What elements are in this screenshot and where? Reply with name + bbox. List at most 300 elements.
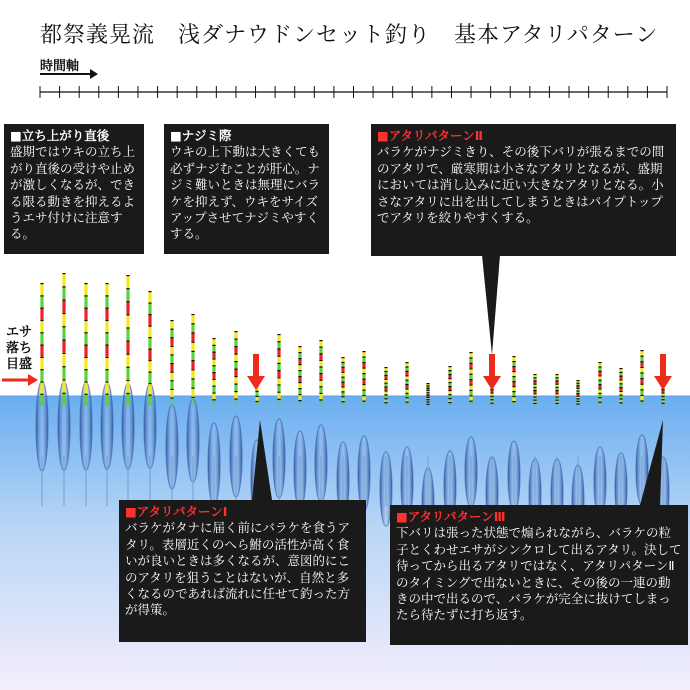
float-top-mark: [640, 372, 643, 373]
float-top-mark: [212, 392, 215, 393]
float-top-mark: [426, 388, 429, 389]
float-top-mark: [576, 396, 579, 397]
float-top-mark: [126, 327, 129, 328]
float-top-mark: [126, 288, 129, 289]
float-top-mark: [598, 375, 601, 376]
float-top-segment: [191, 369, 194, 378]
float-top-mark: [384, 371, 387, 372]
float-top-segment: [170, 380, 173, 389]
float-top-mark: [448, 378, 451, 379]
float-top-mark: [191, 388, 194, 389]
float-top-segment: [84, 357, 87, 369]
float-top-mark: [490, 396, 493, 397]
float-top-mark: [490, 392, 493, 393]
float-top-mark: [362, 351, 365, 352]
float-top-mark: [148, 395, 151, 396]
float-top-mark: [598, 388, 601, 389]
float-top-mark: [277, 399, 280, 400]
float-top-mark: [170, 354, 173, 355]
float-top-mark: [298, 370, 301, 371]
float-top-segment: [170, 320, 173, 329]
float-top-mark: [234, 339, 237, 340]
callout-pointer-pattern2: [482, 255, 500, 355]
callout-heading: ■ナジミ際: [170, 128, 232, 143]
float-top-mark: [533, 380, 536, 381]
float-top-segment: [191, 323, 194, 332]
float-top-mark: [277, 370, 280, 371]
float-top-mark: [277, 384, 280, 385]
float-top-mark: [191, 314, 194, 315]
float-top-mark: [298, 352, 301, 353]
float-top-segment: [170, 389, 173, 398]
float-top-mark: [426, 404, 429, 405]
float-top-mark: [84, 295, 87, 296]
float-top-segment: [148, 314, 151, 326]
float-top-mark: [170, 337, 173, 338]
float-top-mark: [555, 390, 558, 391]
float-top-mark: [341, 386, 344, 387]
float-top-segment: [62, 393, 65, 406]
float-top-mark: [62, 313, 65, 314]
float-top-segment: [62, 300, 65, 313]
float-top-segment: [40, 320, 43, 332]
callout-heading: ■立ち上がり直後: [10, 128, 110, 143]
float-top-mark: [126, 275, 129, 276]
float-top-mark: [341, 372, 344, 373]
float-top-segment: [105, 283, 108, 295]
float-top-mark: [341, 396, 344, 397]
float-top-mark: [212, 345, 215, 346]
float-top-mark: [84, 308, 87, 309]
float-top-mark: [598, 393, 601, 394]
float-top-segment: [62, 286, 65, 299]
float-top-mark: [448, 394, 451, 395]
float-top-segment: [84, 394, 87, 406]
float-top-segment: [148, 372, 151, 384]
float-top-mark: [298, 400, 301, 401]
float-top-mark: [619, 379, 622, 380]
float-top-mark: [148, 337, 151, 338]
float-top-mark: [40, 295, 43, 296]
float-top-mark: [598, 384, 601, 385]
float-top-mark: [555, 374, 558, 375]
float-top-mark: [319, 347, 322, 348]
float-top-mark: [105, 345, 108, 346]
float-top-mark: [126, 393, 129, 394]
float-top-mark: [298, 376, 301, 377]
float-top-segment: [84, 345, 87, 357]
float-top-mark: [84, 283, 87, 284]
float-top-segment: [126, 341, 129, 354]
float-top-segment: [105, 357, 108, 369]
float-top-segment: [84, 320, 87, 332]
float-top-mark: [255, 401, 258, 402]
float-top-mark: [598, 380, 601, 381]
float-top-mark: [512, 366, 515, 367]
float-top-segment: [126, 275, 129, 288]
float-top-mark: [191, 323, 194, 324]
float-top-segment: [84, 283, 87, 295]
float-top-mark: [640, 356, 643, 357]
float-top-mark: [319, 353, 322, 354]
float-top-segment: [84, 332, 87, 344]
float-top-mark: [490, 403, 493, 404]
float-top-mark: [640, 400, 643, 401]
float-top-mark: [555, 377, 558, 378]
callout-pattern2: [371, 124, 676, 256]
float-top-segment: [191, 332, 194, 341]
float-top-mark: [576, 380, 579, 381]
float-top-mark: [533, 374, 536, 375]
float-top-mark: [533, 387, 536, 388]
callout-pattern1: [119, 500, 366, 642]
float-top-mark: [469, 363, 472, 364]
bait-drop-label-line: 目盛: [6, 357, 33, 372]
float-top-mark: [148, 349, 151, 350]
float-top-segment: [105, 320, 108, 332]
float-top-segment: [105, 369, 108, 381]
float-top-mark: [40, 283, 43, 284]
strike-marker-3: [654, 354, 672, 390]
float-top-mark: [84, 357, 87, 358]
float-top-mark: [298, 382, 301, 383]
float-top-mark: [598, 397, 601, 398]
float-top-segment: [126, 367, 129, 380]
float-top-segment: [191, 378, 194, 387]
float-top-segment: [170, 329, 173, 338]
float-top-mark: [598, 371, 601, 372]
float-top-mark: [576, 403, 579, 404]
float-top-mark: [555, 403, 558, 404]
float-top-mark: [619, 387, 622, 388]
float-top-mark: [319, 340, 322, 341]
float-top-mark: [512, 356, 515, 357]
float-top-segment: [62, 353, 65, 366]
float-top-mark: [426, 392, 429, 393]
float-top-mark: [105, 369, 108, 370]
float-top-mark: [619, 402, 622, 403]
float-top-mark: [405, 375, 408, 376]
float-top-mark: [640, 361, 643, 362]
float-top-mark: [598, 362, 601, 363]
float-top-mark: [319, 386, 322, 387]
float-top-mark: [126, 314, 129, 315]
float-top-mark: [469, 401, 472, 402]
float-top-mark: [191, 378, 194, 379]
float-top-mark: [533, 396, 536, 397]
float-top-mark: [533, 377, 536, 378]
callout-text: 下バリは張った状態で煽られながら、バラケの粒子とくわせエサがシンクロして出るアタリ。決して待ってから出るアタリではなく、アタリパターンⅡのタイミングで出ないときに、その後の一連の動きの中で出るので、バラケが完全に抜けてしまったら待たずに打ち返す。: [396, 525, 682, 623]
float-top-mark: [62, 379, 65, 380]
float-top-mark: [126, 367, 129, 368]
float-top-mark: [148, 291, 151, 292]
float-top-mark: [469, 379, 472, 380]
time-axis-arrow-icon: [90, 69, 98, 79]
float-top-segment: [62, 273, 65, 286]
float-top-mark: [640, 389, 643, 390]
float-top-mark: [170, 389, 173, 390]
float-top-mark: [298, 358, 301, 359]
float-top-mark: [191, 397, 194, 398]
float-top-mark: [40, 394, 43, 395]
float-top-segment: [170, 354, 173, 363]
float-top-mark: [405, 380, 408, 381]
float-top-mark: [384, 390, 387, 391]
float-top-mark: [298, 364, 301, 365]
float-top-segment: [40, 345, 43, 357]
float-top-mark: [170, 320, 173, 321]
float-top-mark: [40, 332, 43, 333]
float-top-mark: [105, 295, 108, 296]
float-top-mark: [619, 376, 622, 377]
float-top-mark: [533, 403, 536, 404]
float-top-segment: [105, 345, 108, 357]
float-top-mark: [384, 394, 387, 395]
float-top-mark: [384, 367, 387, 368]
float-top-mark: [661, 399, 664, 400]
float-top-segment: [148, 337, 151, 349]
float-top-mark: [362, 362, 365, 363]
float-top-segment: [148, 326, 151, 338]
float-top-mark: [234, 369, 237, 370]
time-axis-label: 時間軸: [40, 59, 80, 74]
float-top-mark: [277, 341, 280, 342]
float-top-mark: [277, 356, 280, 357]
float-top-mark: [40, 345, 43, 346]
float-top-mark: [619, 395, 622, 396]
float-top-mark: [405, 362, 408, 363]
float-top-mark: [298, 394, 301, 395]
float-top-mark: [148, 372, 151, 373]
bait-drop-label-line: 落ち: [6, 341, 33, 356]
float-top-mark: [533, 393, 536, 394]
float-top-segment: [148, 360, 151, 372]
float-top-segment: [105, 295, 108, 307]
float-top-segment: [126, 314, 129, 327]
float-top-mark: [148, 383, 151, 384]
float-top-segment: [191, 351, 194, 360]
down-arrow-icon: [654, 376, 672, 390]
callout-text: バラケがタナに届く前にバラケを食うアタリ。表層近くのへら鮒の活性が高く食いが良いときは多くなるが、意図的にこのアタリを狙うことはないが、自然と多くなるのであれば流れに任せて釣った方が得策。: [125, 520, 351, 618]
callout-pattern3: [390, 505, 688, 645]
float-top-mark: [426, 383, 429, 384]
float-top-mark: [126, 380, 129, 381]
bait-drop-label: [6, 325, 40, 373]
float-top-mark: [362, 395, 365, 396]
float-top-mark: [319, 380, 322, 381]
float-top-mark: [619, 391, 622, 392]
float-top-mark: [126, 354, 129, 355]
float-top-mark: [255, 391, 258, 392]
float-top-mark: [148, 303, 151, 304]
float-top-mark: [619, 398, 622, 399]
float-top-mark: [84, 394, 87, 395]
float-top-segment: [170, 337, 173, 346]
float-top-mark: [598, 366, 601, 367]
float-top-segment: [126, 354, 129, 367]
float-top-mark: [319, 366, 322, 367]
float-top-segment: [105, 308, 108, 320]
float-top-mark: [126, 341, 129, 342]
float-top-mark: [62, 393, 65, 394]
float-top-segment: [126, 393, 129, 406]
float-top-mark: [362, 384, 365, 385]
down-arrow-icon: [247, 376, 265, 390]
bait-drop-arrow: [2, 374, 38, 386]
float-top-mark: [384, 402, 387, 403]
float-top-mark: [84, 381, 87, 382]
float-top-segment: [191, 388, 194, 397]
float-top-mark: [512, 381, 515, 382]
down-arrow-icon: [483, 376, 501, 390]
float-top-mark: [105, 394, 108, 395]
float-top-mark: [234, 399, 237, 400]
float-top-mark: [555, 400, 558, 401]
float-top-segment: [105, 381, 108, 393]
float-top-mark: [405, 402, 408, 403]
float-top-segment: [40, 283, 43, 295]
float-top-mark: [84, 320, 87, 321]
float-top-mark: [661, 392, 664, 393]
float-top-segment: [170, 397, 173, 406]
float-top-mark: [512, 401, 515, 402]
float-top-mark: [448, 370, 451, 371]
float-top-mark: [661, 403, 664, 404]
float-top-mark: [341, 357, 344, 358]
float-top-mark: [426, 395, 429, 396]
float-top-mark: [426, 390, 429, 391]
float-top-mark: [62, 353, 65, 354]
float-top-mark: [490, 399, 493, 400]
float-top-mark: [640, 378, 643, 379]
float-top-segment: [40, 308, 43, 320]
time-axis: [40, 69, 667, 98]
float-top-segment: [148, 349, 151, 361]
float-top-mark: [576, 385, 579, 386]
float-top-segment: [40, 394, 43, 406]
float-top-mark: [619, 383, 622, 384]
float-top-mark: [448, 402, 451, 403]
strike-marker-1: [247, 354, 265, 390]
float-top-segment: [62, 326, 65, 339]
callout-text: バラケがナジミきり、その後下バリが張るまでの間のアタリで、厳寒期は小さなアタリとなるが、盛期においては消し込みに近い大きなアタリとなる。小さなアタリに出を出してしまうときはパイプトップでアタリを絞りやすくする。: [377, 144, 665, 226]
float-top-mark: [555, 387, 558, 388]
float-top-segment: [40, 381, 43, 393]
float-top-segment: [84, 381, 87, 393]
strike-marker-2: [483, 354, 501, 390]
float-top-mark: [212, 365, 215, 366]
float-top-mark: [384, 379, 387, 380]
float-top-segment: [148, 303, 151, 315]
float-top-mark: [105, 381, 108, 382]
float-top-mark: [62, 366, 65, 367]
float-top-mark: [576, 401, 579, 402]
float-top-mark: [448, 374, 451, 375]
float-top-mark: [126, 301, 129, 302]
float-top-mark: [148, 314, 151, 315]
float-top-mark: [212, 399, 215, 400]
float-top-mark: [341, 391, 344, 392]
float-top-mark: [62, 326, 65, 327]
float-top-mark: [512, 391, 515, 392]
float-top-segment: [62, 366, 65, 379]
float-top-mark: [62, 340, 65, 341]
float-top-mark: [234, 384, 237, 385]
float-top-mark: [170, 380, 173, 381]
float-top-mark: [405, 388, 408, 389]
float-top-mark: [212, 386, 215, 387]
float-top-segment: [148, 395, 151, 407]
float-top-mark: [277, 392, 280, 393]
float-top-segment: [148, 291, 151, 303]
float-top-segment: [191, 342, 194, 351]
float-top-mark: [148, 360, 151, 361]
float-top-mark: [191, 332, 194, 333]
float-top-mark: [84, 332, 87, 333]
float-top-segment: [126, 327, 129, 340]
float-top-mark: [319, 373, 322, 374]
float-top-mark: [512, 396, 515, 397]
float-top-mark: [212, 338, 215, 339]
float-top-mark: [533, 390, 536, 391]
float-top-segment: [126, 301, 129, 314]
float-top-mark: [277, 334, 280, 335]
float-top-mark: [341, 367, 344, 368]
float-top-mark: [384, 375, 387, 376]
float-top-mark: [640, 350, 643, 351]
float-top-segment: [191, 314, 194, 323]
float-top-mark: [426, 385, 429, 386]
float-top-segment: [191, 360, 194, 369]
float-top-mark: [170, 372, 173, 373]
float-top-mark: [105, 308, 108, 309]
float-top-mark: [555, 393, 558, 394]
float-top-mark: [191, 342, 194, 343]
float-top-mark: [640, 395, 643, 396]
float-top-mark: [576, 393, 579, 394]
float-top-mark: [448, 390, 451, 391]
float-top-segment: [170, 346, 173, 355]
float-top-mark: [362, 401, 365, 402]
float-top-mark: [277, 363, 280, 364]
bait-drop-label-line: エサ: [6, 325, 33, 340]
float-top-mark: [341, 401, 344, 402]
float-top-mark: [234, 346, 237, 347]
float-top-mark: [405, 393, 408, 394]
float-top-mark: [40, 381, 43, 382]
float-top-mark: [170, 397, 173, 398]
float-top-mark: [105, 283, 108, 284]
float-top-mark: [62, 300, 65, 301]
float-top-mark: [212, 379, 215, 380]
float-top-mark: [255, 396, 258, 397]
float-top-mark: [384, 387, 387, 388]
callout-heading: ■アタリパターンⅠ: [125, 504, 228, 519]
float-top-mark: [212, 372, 215, 373]
float-top-segment: [62, 340, 65, 353]
float-top-mark: [234, 354, 237, 355]
float-top-mark: [341, 362, 344, 363]
float-top-segment: [62, 379, 65, 392]
float-top-mark: [341, 382, 344, 383]
callout-heading: ■アタリパターンⅢ: [396, 509, 506, 524]
float-top-mark: [319, 399, 322, 400]
float-top-mark: [555, 384, 558, 385]
float-top-mark: [105, 357, 108, 358]
float-top-mark: [512, 361, 515, 362]
float-top-mark: [619, 372, 622, 373]
float-top-mark: [598, 402, 601, 403]
